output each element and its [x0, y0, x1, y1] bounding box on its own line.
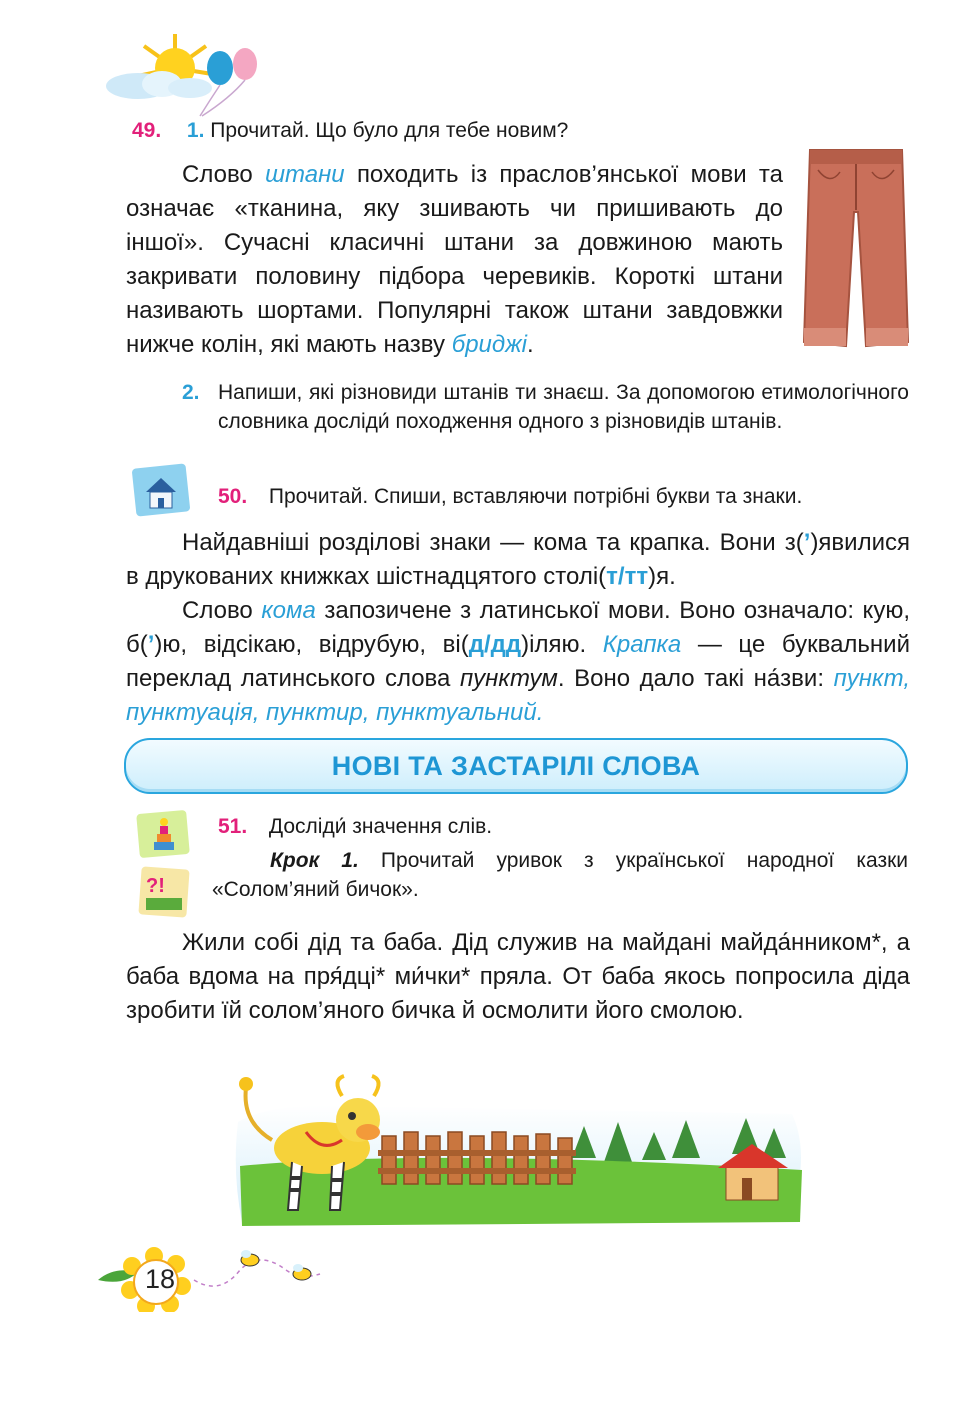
ex49-number: 49.: [132, 119, 162, 142]
ex51-header: [218, 812, 492, 842]
ex51-step1: [212, 846, 908, 904]
insert-t-tt: т/тт: [606, 563, 649, 590]
ex51-task-text: Досліди́ значення слів.: [268, 815, 493, 838]
ex51-story: Жили собі дід та баба. Дід служив на майдані майда́нником*, а баба вдома на пря́дці* ми́чки* пряла. От баба якось попросила діда зробити їй солом’яного бичка й осмолити його смолою.: [126, 929, 910, 1024]
ex49-paragraph: Слово штани походить із праслов’янської мови та означає «тканина, яку зшивають чи пришивають до іншої». Сучасні класичні штани за довжиною мають закривати половину підбора черевиків. Короткі штани називають шортами. Популярні також штани завдовжки нижче колін, які мають назву бриджі.: [126, 161, 784, 358]
word-koma: кома: [261, 597, 316, 624]
sun-balloons-decoration: [80, 28, 290, 118]
page-number: 18: [144, 1264, 176, 1294]
insert-d-dd: д/дд: [468, 631, 522, 658]
straw-bull-illustration: [232, 1062, 812, 1234]
pyramid-card-icon: [134, 808, 192, 860]
ex50-number: 50.: [218, 485, 248, 508]
ex50-task-text: Прочитай. Спиши, вставляючи потрібні букви та знаки.: [268, 485, 803, 508]
word-krapka: Крапка: [602, 631, 682, 658]
word-punktualnyi: пунктуальний: [376, 699, 537, 726]
ex49-task2: [182, 378, 909, 436]
word-bridzhi: бриджі: [451, 331, 527, 358]
step1-text: Прочитай уривок з української народної казки «Солом’яний бичок».: [212, 849, 908, 901]
ex50-paragraph-2: Слово кома запозичене з латинської мови. Воно означало: кую, б(’)ю, відсікаю, відрубую, ві(д/дд)іляю. Крапка — це буквальний переклад латинського слова пунктум. Воно дало такі на́зви: пункт, пунктуація, пунктир, пунктуальний.: [126, 597, 910, 726]
svg-text:?!: ?!: [146, 875, 165, 897]
insert-apostrophe-2: ’: [147, 631, 155, 658]
section-banner: [124, 738, 908, 794]
step1-label: Крок 1.: [270, 849, 359, 872]
word-punktuatsiia: пунктуація: [126, 699, 253, 726]
word-shtany: штани: [265, 161, 345, 188]
word-punktum: пунктум: [459, 665, 558, 692]
ex49-task2-text: Напиши, які різновиди штанів ти знаєш. За допомогою етимологічного словника досліди́ походження одного з різновидів штанів.: [218, 381, 909, 433]
word-punktyr: пунктир: [266, 699, 363, 726]
insert-apostrophe: ’: [803, 529, 811, 556]
ex51-number: 51.: [218, 815, 248, 838]
ex49-task1-number: 1.: [186, 119, 205, 142]
ex49-header: [132, 116, 568, 146]
word-punkt: пункт: [833, 665, 904, 692]
house-card-icon: [130, 462, 194, 520]
ex50-header: [218, 482, 802, 512]
ex50-paragraph-1: Найдавніші розділові знаки — кома та крапка. Вони з(’)явилися в друкованих книжках шістнадцятого столі(т/тт)я.: [126, 529, 910, 590]
question-book-icon: [136, 864, 192, 922]
ex49-task2-number: 2.: [182, 381, 200, 404]
bee-icon: [190, 1246, 326, 1296]
trousers-image: [800, 142, 912, 357]
ex49-task1-text: Прочитай. Що було для тебе новим?: [210, 119, 569, 142]
section-title: НОВІ ТА ЗАСТАРІЛІ СЛОВА: [331, 750, 701, 781]
